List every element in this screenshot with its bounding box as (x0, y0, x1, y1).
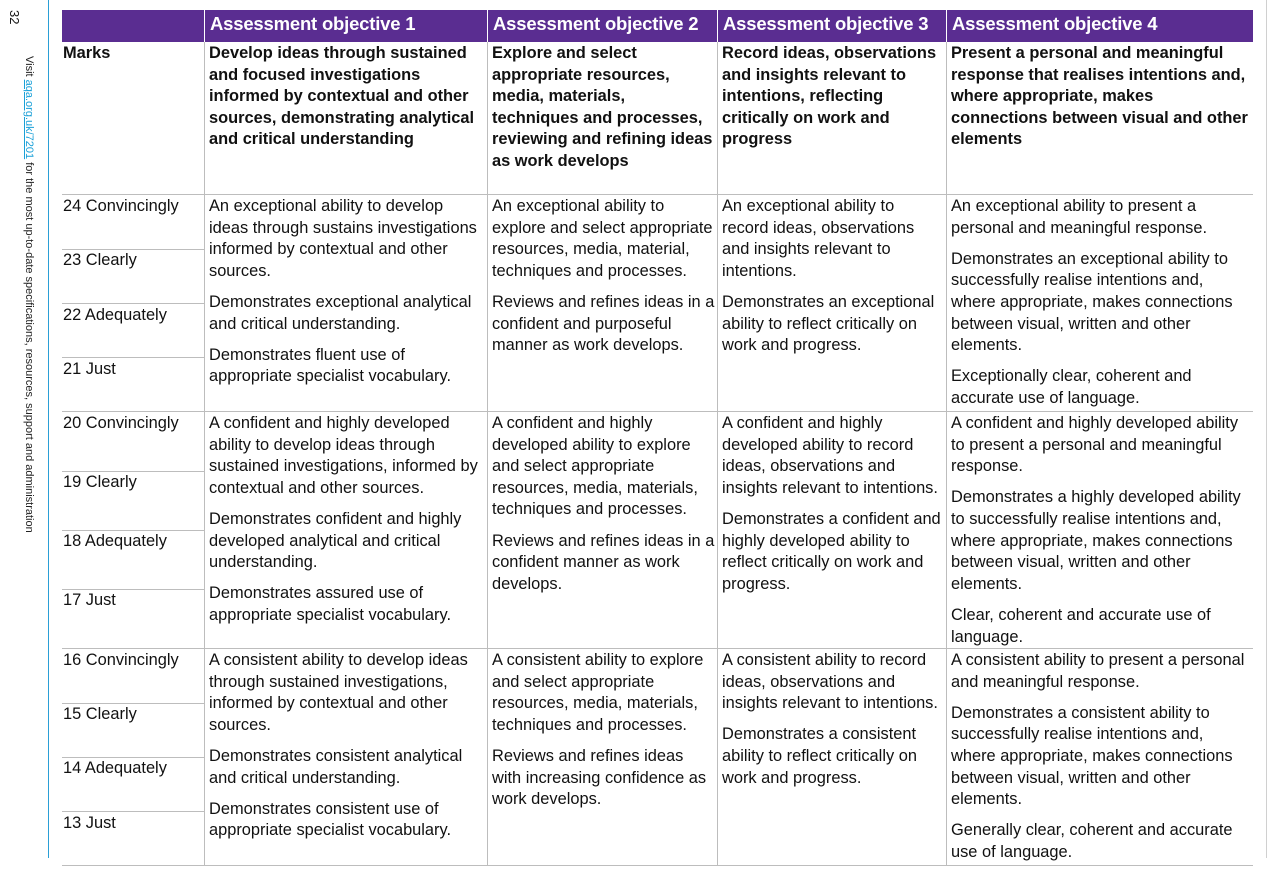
mark-divider (62, 249, 204, 250)
band-1-ao1: An exceptional ability to develop ideas through sustains investigations informed by contextual and other sources. Demonstrates exceptional analytical and critical understanding. Demonstrates fluent use of appropriate specialist vocabulary. (209, 197, 477, 386)
page-number: 32 (7, 10, 22, 25)
mark-divider (62, 303, 204, 304)
row-divider (62, 865, 1253, 866)
mark-label: 21 Just (63, 360, 116, 378)
left-rule (48, 0, 49, 858)
marks-label: Marks (63, 44, 111, 62)
mark-divider (62, 703, 204, 704)
mark-divider (62, 471, 204, 472)
band-2-ao2: A confident and highly developed ability to explore and select appropriate resources, media, materials, techniques and processes. Reviews and refines ideas in a confident manner as work develops. (492, 414, 715, 593)
header-ao1: Assessment objective 1 (205, 10, 487, 42)
mark-label: 13 Just (63, 814, 116, 832)
column-divider (487, 42, 488, 865)
row-divider (62, 648, 1253, 649)
band-2-ao1: A confident and highly developed ability to develop ideas through sustained investigations, informed by contextual and other sources. Demonstrates confident and highly developed analytical and critical understanding. Demonstrates assured use of appropriate specialist vocabulary. (209, 414, 478, 624)
ao4-description: Present a personal and meaningful response that realises intentions and, where appropriate, makes connections between visual and other elements (951, 44, 1248, 149)
column-divider (204, 42, 205, 865)
page-sidebar (0, 0, 48, 878)
right-rule (1266, 0, 1267, 858)
mark-label: 23 Clearly (63, 251, 137, 269)
band-1-ao3: An exceptional ability to record ideas, observations and insights relevant to intentions. Demonstrates an exceptional ability to reflect critically on work and progress. (722, 197, 935, 355)
row-divider (62, 194, 1253, 195)
header-ao2: Assessment objective 2 (488, 10, 717, 42)
mark-label: 22 Adequately (63, 306, 167, 324)
header-blank-cell (62, 10, 204, 42)
header-ao4: Assessment objective 4 (947, 10, 1253, 42)
band-1-ao4: An exceptional ability to present a personal and meaningful response. Demonstrates an exceptional ability to successfully realise intentions and, where appropriate, makes connections between visual, written and other elements. Exceptionally clear, coherent and accurate use of language. (951, 197, 1233, 407)
column-divider (717, 42, 718, 865)
ao1-description: Develop ideas through sustained and focused investigations informed by contextual and other sources, demonstrating analytical and critical understanding (209, 44, 475, 149)
row-divider (62, 411, 1253, 412)
mark-label: 17 Just (63, 591, 116, 609)
band-2-ao3: A confident and highly developed ability to record ideas, observations and insights relevant to intentions. Demonstrates a confident and highly developed ability to reflect critically on work and progress. (722, 414, 941, 593)
ao2-description: Explore and select appropriate resources, media, materials, techniques and processes, reviewing and refining ideas as work develops (492, 44, 713, 170)
mark-label: 15 Clearly (63, 705, 137, 723)
band-1-ao2: An exceptional ability to explore and select appropriate resources, media, material, techniques and processes. Reviews and refines ideas in a confident and purposeful manner as work develops. (492, 197, 715, 355)
mark-label: 16 Convincingly (63, 651, 179, 669)
mark-divider (62, 589, 204, 590)
visit-suffix: for the most up-to-date specifications, resources, support and administration (23, 159, 35, 533)
band-2-ao4: A confident and highly developed ability to present a personal and meaningful response. Demonstrates a highly developed ability to successfully realise intentions and, where appropriate, makes connections between visual, written and other elements. Clear, coherent and accurate use of language. (951, 414, 1241, 646)
visit-prefix: Visit (23, 56, 35, 80)
column-divider (946, 42, 947, 865)
visit-note (23, 56, 35, 533)
ao3-description: Record ideas, observations and insights relevant to intentions, reflecting critically on work and progress (722, 44, 937, 149)
mark-divider (62, 757, 204, 758)
band-3-ao3: A consistent ability to record ideas, observations and insights relevant to intentions. Demonstrates a consistent ability to reflect critically on work and progress. (722, 651, 938, 787)
mark-label: 18 Adequately (63, 532, 167, 550)
mark-label: 24 Convincingly (63, 197, 179, 215)
aqa-link[interactable]: aqa.org.uk/7201 (23, 79, 35, 160)
mark-divider (62, 357, 204, 358)
mark-label: 14 Adequately (63, 759, 167, 777)
header-ao3: Assessment objective 3 (718, 10, 946, 42)
band-3-ao2: A consistent ability to explore and select appropriate resources, media, materials, techniques and processes. Reviews and refines ideas with increasing confidence as work develops. (492, 651, 707, 809)
band-3-ao4: A consistent ability to present a personal and meaningful response. Demonstrates a consistent ability to successfully realise intentions and, where appropriate, makes connections between visual, written and other elements. Generally clear, coherent and accurate use of language. (951, 651, 1245, 861)
band-3-ao1: A consistent ability to develop ideas through sustained investigations, informed by contextual and other sources. Demonstrates consistent analytical and critical understanding. Demonstrates consistent use of appropriate specialist vocabulary. (209, 651, 468, 840)
mark-label: 19 Clearly (63, 473, 137, 491)
mark-label: 20 Convincingly (63, 414, 179, 432)
mark-divider (62, 811, 204, 812)
mark-divider (62, 530, 204, 531)
